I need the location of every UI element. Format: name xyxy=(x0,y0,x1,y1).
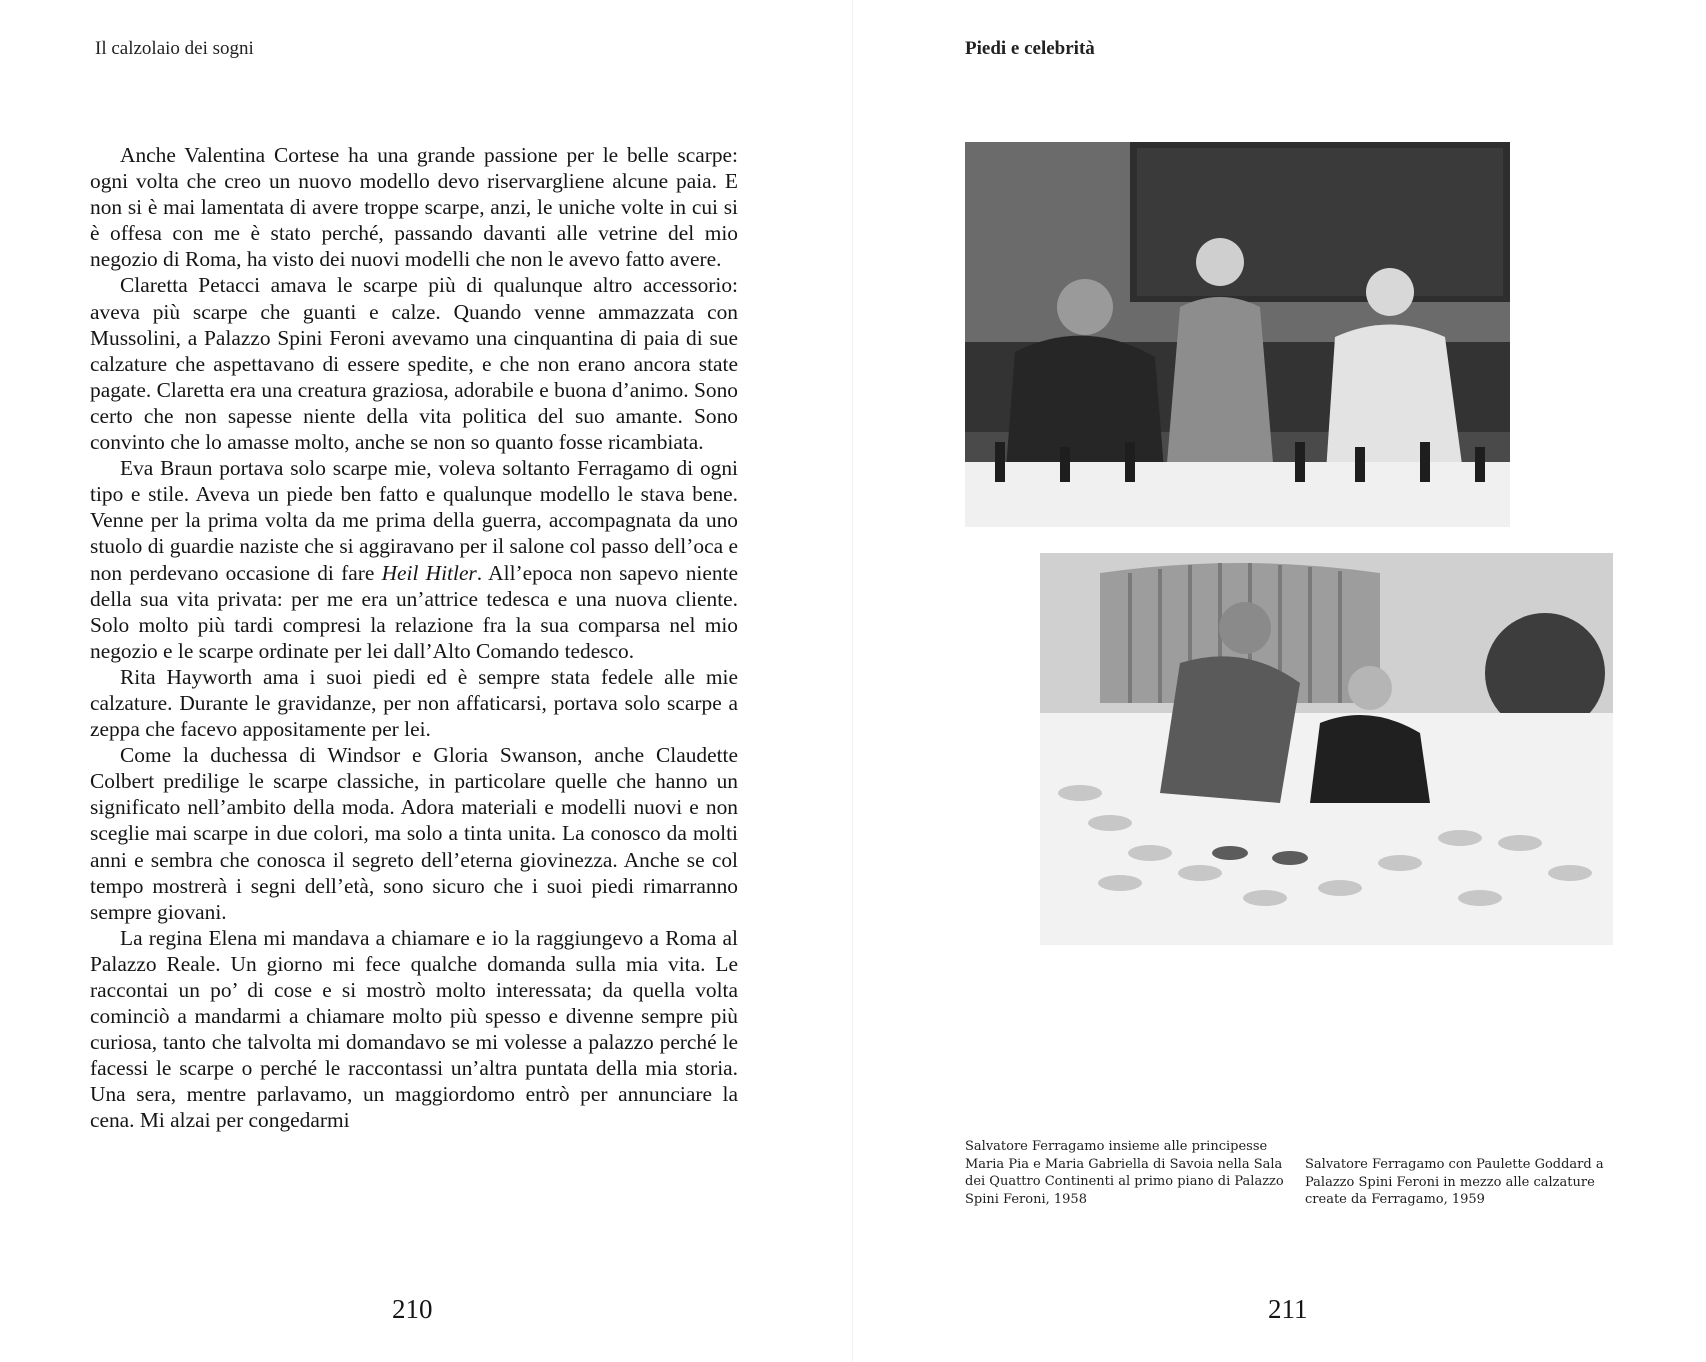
body-text xyxy=(90,142,738,1134)
paragraph-6: La regina Elena mi mandava a chiamare e io la raggiungevo a Roma al Palazzo Reale. Un giorno mi fece qualche domanda sulla mia vita. Le raccontai un po’ di cose e si mostrò molto interessata; da quella volta cominciò a mandarmi a chiamare molto più spesso e divenne sempre più curiosa, tanto che talvolta mi domandavo se mi volesse a palazzo perché le facessi le scarpe o perché le raccontassi un’altra puntata della mia storia. Una sera, mentre parlavamo, un maggiordomo entrò per annunciare la cena. Mi alzai per congedarmi xyxy=(90,925,738,1133)
page-number-right: 211 xyxy=(1268,1294,1308,1324)
paragraph-1: Anche Valentina Cortese ha una grande passione per le belle scarpe: ogni volta che creo un nuovo modello devo riservargliene alcune paia. E non si è mai lamentata di avere troppe scarpe, anzi, le uniche volte in cui si è offesa con me è stato perché, passando davanti alle vetrine del mio negozio di Roma, ha visto dei nuovi modelli che non le avevo fatto avere. xyxy=(90,143,738,272)
page-number-left: 210 xyxy=(392,1294,433,1324)
paragraph-5: Come la duchessa di Windsor e Gloria Swanson, anche Claudette Colbert predilige le scarpe classiche, in particolare quelle che hanno un significato nell’ambito della moda. Adora materiali e modelli nuovi e non sceglie mai scarpe in due colori, ma solo a tinta unita. La conosco da molti anni e sembra che conosca il segreto dell’eterna giovinezza. Anche se col tempo mostrerà i segni dell’età, sono sicuro che i suoi piedi rimarranno sempre giovani. xyxy=(90,743,738,924)
photo-ferragamo-goddard xyxy=(1040,553,1613,945)
paragraph-2: Claretta Petacci amava le scarpe più di qualunque altro accessorio: aveva più scarpe che guanti e calze. Quando venne ammazzata con Mussolini, a Palazzo Spini Feroni avevamo una cinquantina di paia di sue calzature che aspettavano di essere spedite, e che non erano ancora state pagate. Claretta era una creatura graziosa, adorabile e buona d’animo. Sono certo che non sapesse niente della vita politica del suo amante. Sono convinto che lo amasse molto, anche se non so quanto fosse ricambiata. xyxy=(90,273,738,455)
paragraph-3-before: Eva Braun portava solo scarpe mie, voleva soltanto Ferragamo di ogni tipo e stile. Aveva un piede ben fatto e qualunque modello le stava bene. Venne per la prima volta da me prima della guerra, accompagnata da uno stuolo di guardie naziste che si aggiravano per il salone col passo dell’oca e non perdevano occasione di fare xyxy=(90,456,738,585)
paragraph-4: Rita Hayworth ama i suoi piedi ed è sempre stata fedele alle mie calzature. Durante le gravidanze, per non affaticarsi, portava solo scarpe a zeppa che facevo appositamente per lei. xyxy=(90,664,738,742)
paragraph-3-after: . All’epoca non sapevo niente della sua vita privata: per me era un’attrice tedesca e una nuova cliente. Solo molto più tardi compresi la relazione fra la sua comparsa nel mio negozio e le scarpe ordinate per lei dall’Alto Comando tedesco. xyxy=(90,560,738,663)
caption-photo-2: Salvatore Ferragamo con Paulette Goddard a Palazzo Spini Feroni in mezzo alle calzature create da Ferragamo, 1959 xyxy=(1305,1157,1604,1207)
running-head-left: Il calzolaio dei sogni xyxy=(95,38,254,59)
paragraph-3 xyxy=(90,455,738,664)
italic-phrase: Heil Hitler xyxy=(381,560,477,585)
right-page xyxy=(853,0,1706,1362)
photo-ferragamo-princesses xyxy=(965,142,1510,527)
caption-photo-1: Salvatore Ferragamo insieme alle principesse Maria Pia e Maria Gabriella di Savoia nella Sala dei Quattro Continenti al primo piano di Palazzo Spini Feroni, 1958 xyxy=(965,1139,1284,1207)
running-head-right: Piedi e celebrità xyxy=(965,38,1095,59)
